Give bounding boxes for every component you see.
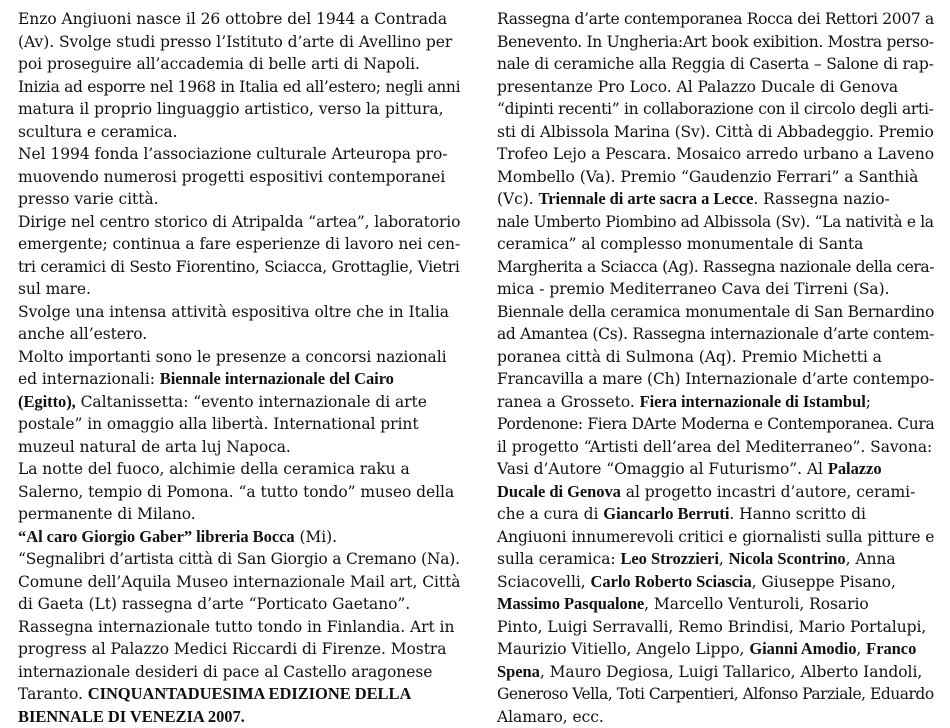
body-text: (Vc). bbox=[497, 190, 539, 208]
body-text: La notte del fuoco, alchimie della ceramica raku a bbox=[18, 460, 410, 478]
text-line bbox=[497, 683, 934, 706]
text-line bbox=[18, 391, 460, 414]
text-line bbox=[18, 593, 460, 616]
text-line bbox=[18, 571, 460, 594]
body-text: poi proseguire all’accademia di belle arti di Napoli. bbox=[18, 55, 420, 73]
text-line bbox=[18, 188, 460, 211]
text-line bbox=[18, 706, 460, 728]
text-line bbox=[497, 436, 934, 459]
body-text: anche all’estero. bbox=[18, 325, 147, 343]
body-text: postale” in omaggio alla libertà. International print bbox=[18, 415, 419, 433]
text-line bbox=[497, 638, 934, 661]
text-line bbox=[497, 391, 934, 414]
text-line bbox=[18, 503, 460, 526]
text-line bbox=[497, 526, 934, 549]
bold-text: Fiera internazionale di Istambul bbox=[640, 392, 866, 411]
bold-text: Palazzo bbox=[828, 459, 882, 478]
left-text-column bbox=[18, 8, 460, 728]
body-text: Mombello (Va). Premio “Gaudenzio Ferrari” a Santhià bbox=[497, 168, 918, 186]
bold-text: Biennale internazionale del Cairo bbox=[160, 369, 394, 388]
text-line bbox=[497, 368, 934, 391]
body-text: (Av). Svolge studi presso l’Istituto d’arte di Avellino per bbox=[18, 33, 452, 51]
body-text: Generoso Vella, Toti Carpentieri, Alfonso Parziale, Eduardo bbox=[497, 685, 934, 703]
body-text: Pordenone: Fiera DArte Moderna e Contemporanea. Cura bbox=[497, 415, 934, 433]
text-line bbox=[18, 166, 460, 189]
body-text: Vasi d’Autore “Omaggio al Futurismo”. Al bbox=[497, 460, 828, 478]
text-line bbox=[18, 481, 460, 504]
bold-text: CINQUANTADUESIMA EDIZIONE DELLA bbox=[88, 684, 412, 703]
text-line bbox=[497, 413, 934, 436]
body-text: ceramica” al complesso monumentale di Santa bbox=[497, 235, 863, 253]
text-line bbox=[497, 76, 934, 99]
body-text: Pinto, Luigi Serravalli, Remo Brindisi, Mario Portalupi, bbox=[497, 618, 926, 636]
bold-text: Nicola Scontrino bbox=[729, 549, 846, 568]
body-text: (Mi). bbox=[295, 528, 337, 546]
bold-text: BIENNALE DI VENEZIA 2007. bbox=[18, 707, 245, 726]
text-line bbox=[497, 211, 934, 234]
body-text: . Hanno scritto di bbox=[729, 505, 866, 523]
body-text: Taranto. bbox=[18, 685, 88, 703]
text-line bbox=[497, 301, 934, 324]
text-line bbox=[497, 31, 934, 54]
text-line bbox=[497, 121, 934, 144]
text-line bbox=[18, 256, 460, 279]
body-text: , Marcello Venturoli, Rosario bbox=[644, 595, 869, 613]
body-text: muzeul natural de arta luj Napoca. bbox=[18, 438, 291, 456]
text-line bbox=[497, 548, 934, 571]
body-text: Francavilla a mare (Ch) Internazionale d’arte contempo- bbox=[497, 370, 934, 388]
body-text: , bbox=[856, 640, 866, 658]
body-text: Angiuoni innumerevoli critici e giornalisti sulla pitture e bbox=[497, 528, 934, 546]
text-line bbox=[18, 98, 460, 121]
text-line bbox=[18, 211, 460, 234]
body-text: Enzo Angiuoni nasce il 26 ottobre del 1944 a Contrada bbox=[18, 10, 447, 28]
text-line bbox=[18, 76, 460, 99]
text-line bbox=[18, 413, 460, 436]
body-text: sulla ceramica: bbox=[497, 550, 620, 568]
text-line bbox=[497, 616, 934, 639]
text-line bbox=[18, 121, 460, 144]
body-text: Biennale della ceramica monumentale di San Bernardino bbox=[497, 303, 934, 321]
text-line bbox=[18, 638, 460, 661]
bold-text: Leo Strozzieri bbox=[620, 549, 718, 568]
bold-text: Carlo Roberto Sciascia bbox=[591, 572, 752, 591]
body-text: , Anna bbox=[846, 550, 896, 568]
text-line bbox=[18, 53, 460, 76]
body-text: ed internazionali: bbox=[18, 370, 160, 388]
body-text: Sciacovelli, bbox=[497, 573, 591, 591]
body-text: il progetto “Artisti dell’area del Mediterraneo”. Savona: bbox=[497, 438, 932, 456]
body-text: Trofeo Lejo a Pescara. Mosaico arredo urbano a Laveno bbox=[497, 145, 934, 163]
text-line bbox=[18, 8, 460, 31]
body-text: Svolge una intensa attività espositiva oltre che in Italia bbox=[18, 303, 449, 321]
bold-text: Spena bbox=[497, 662, 540, 681]
body-text: Alamaro, ecc. bbox=[497, 708, 604, 726]
body-text: Nel 1994 fonda l’associazione culturale Arteuropa pro- bbox=[18, 145, 447, 163]
body-text: Rassegna d’arte contemporanea Rocca dei Rettori 2007 a bbox=[497, 10, 934, 28]
body-text: , bbox=[719, 550, 729, 568]
body-text: ad Amantea (Cs). Rassegna internazionale d’arte contem- bbox=[497, 325, 934, 343]
body-text: Molto importanti sono le presenze a concorsi nazionali bbox=[18, 348, 447, 366]
body-text: al progetto incastri d’autore, cerami- bbox=[621, 483, 915, 501]
body-text: muovendo numerosi progetti espositivi contemporanei bbox=[18, 168, 445, 186]
bold-text: Triennale di arte sacra a Lecce bbox=[539, 189, 754, 208]
body-text: Comune dell’Aquila Museo internazionale Mail art, Città bbox=[18, 573, 460, 591]
text-line bbox=[497, 503, 934, 526]
text-line bbox=[497, 233, 934, 256]
bold-text: Ducale di Genova bbox=[497, 482, 621, 501]
text-line bbox=[18, 143, 460, 166]
body-text: Benevento. In Ungheria:Art book exibition. Mostra perso- bbox=[497, 33, 934, 51]
text-line bbox=[497, 323, 934, 346]
text-line bbox=[18, 683, 460, 706]
body-text: Salerno, tempio di Pomona. “a tutto tondo” museo della bbox=[18, 483, 454, 501]
text-line bbox=[497, 458, 934, 481]
text-line bbox=[18, 31, 460, 54]
body-text: che a cura di bbox=[497, 505, 603, 523]
text-line bbox=[18, 458, 460, 481]
text-line bbox=[497, 593, 934, 616]
text-line bbox=[18, 278, 460, 301]
text-line bbox=[497, 256, 934, 279]
text-line bbox=[18, 346, 460, 369]
body-text: Dirige nel centro storico di Atripalda “artea”, laboratorio bbox=[18, 213, 460, 231]
text-line bbox=[497, 481, 934, 504]
text-line bbox=[497, 143, 934, 166]
text-line bbox=[497, 166, 934, 189]
body-text: sti di Albissola Marina (Sv). Città di Abbadeggio. Premio bbox=[497, 123, 934, 141]
body-text: Rassegna internazionale tutto tondo in Finlandia. Art in bbox=[18, 618, 454, 636]
body-text: ranea a Grosseto. bbox=[497, 393, 640, 411]
text-line bbox=[18, 301, 460, 324]
body-text: scultura e ceramica. bbox=[18, 123, 177, 141]
body-text: permanente di Milano. bbox=[18, 505, 196, 523]
body-text: di Gaeta (Lt) rassegna d’arte “Porticato Gaetano”. bbox=[18, 595, 410, 613]
text-line bbox=[497, 661, 934, 684]
bold-text: Giancarlo Berruti bbox=[603, 504, 729, 523]
text-line bbox=[497, 571, 934, 594]
body-text: Margherita a Sciacca (Ag). Rassegna nazionale della cera- bbox=[497, 258, 934, 276]
text-line bbox=[18, 368, 460, 391]
text-line bbox=[18, 323, 460, 346]
body-text: presentanze Pro Loco. Al Palazzo Ducale di Genova bbox=[497, 78, 898, 96]
body-text: nale di ceramiche alla Reggia di Caserta – Salone di rap- bbox=[497, 55, 934, 73]
right-text-column bbox=[497, 8, 934, 728]
body-text: “Segnalibri d’artista città di San Giorgio a Cremano (Na). bbox=[18, 550, 460, 568]
body-text: , Giuseppe Pisano, bbox=[752, 573, 896, 591]
body-text: Caltanissetta: “evento internazionale di arte bbox=[76, 393, 427, 411]
body-text: internazionale desideri di pace al Castello aragonese bbox=[18, 663, 432, 681]
body-text: mica - premio Mediterraneo Cava dei Tirreni (Sa). bbox=[497, 280, 889, 298]
body-text: matura il proprio linguaggio artistico, verso la pittura, bbox=[18, 100, 443, 118]
bold-text: Franco bbox=[866, 639, 916, 658]
body-text: nale Umberto Piombino ad Albissola (Sv). “La natività e la bbox=[497, 213, 934, 231]
bold-text: “Al caro Giorgio Gaber” libreria Bocca bbox=[18, 527, 295, 546]
text-line bbox=[497, 278, 934, 301]
text-line bbox=[18, 616, 460, 639]
body-text: emergente; continua a fare esperienze di lavoro nei cen- bbox=[18, 235, 460, 253]
body-text: presso varie città. bbox=[18, 190, 158, 208]
text-line bbox=[497, 53, 934, 76]
body-text: tri ceramici di Sesto Fiorentino, Sciacca, Grottaglie, Vietri bbox=[18, 258, 460, 276]
body-text: sul mare. bbox=[18, 280, 91, 298]
body-text: ; bbox=[866, 393, 871, 411]
bold-text: Gianni Amodio bbox=[749, 639, 856, 658]
text-line bbox=[18, 436, 460, 459]
text-line bbox=[497, 706, 934, 728]
body-text: Inizia ad esporre nel 1968 in Italia ed all’estero; negli anni bbox=[18, 78, 460, 96]
text-line bbox=[18, 661, 460, 684]
text-line bbox=[18, 233, 460, 256]
body-text: poranea città di Sulmona (Aq). Premio Michetti a bbox=[497, 348, 882, 366]
bold-text: (Egitto), bbox=[18, 392, 76, 411]
text-line bbox=[18, 526, 460, 549]
bold-text: Massimo Pasqualone bbox=[497, 594, 644, 613]
body-text: “dipinti recenti” in collaborazione con il circolo degli arti- bbox=[497, 100, 934, 118]
body-text: Maurizio Vitiello, Angelo Lippo, bbox=[497, 640, 749, 658]
text-line bbox=[497, 346, 934, 369]
text-line bbox=[497, 8, 934, 31]
body-text: progress al Palazzo Medici Riccardi di Firenze. Mostra bbox=[18, 640, 446, 658]
text-line bbox=[18, 548, 460, 571]
body-text: , Mauro Degiosa, Luigi Tallarico, Alberto Iandoli, bbox=[540, 663, 922, 681]
text-line bbox=[497, 98, 934, 121]
body-text: . Rassegna nazio- bbox=[753, 190, 889, 208]
text-line bbox=[497, 188, 934, 211]
